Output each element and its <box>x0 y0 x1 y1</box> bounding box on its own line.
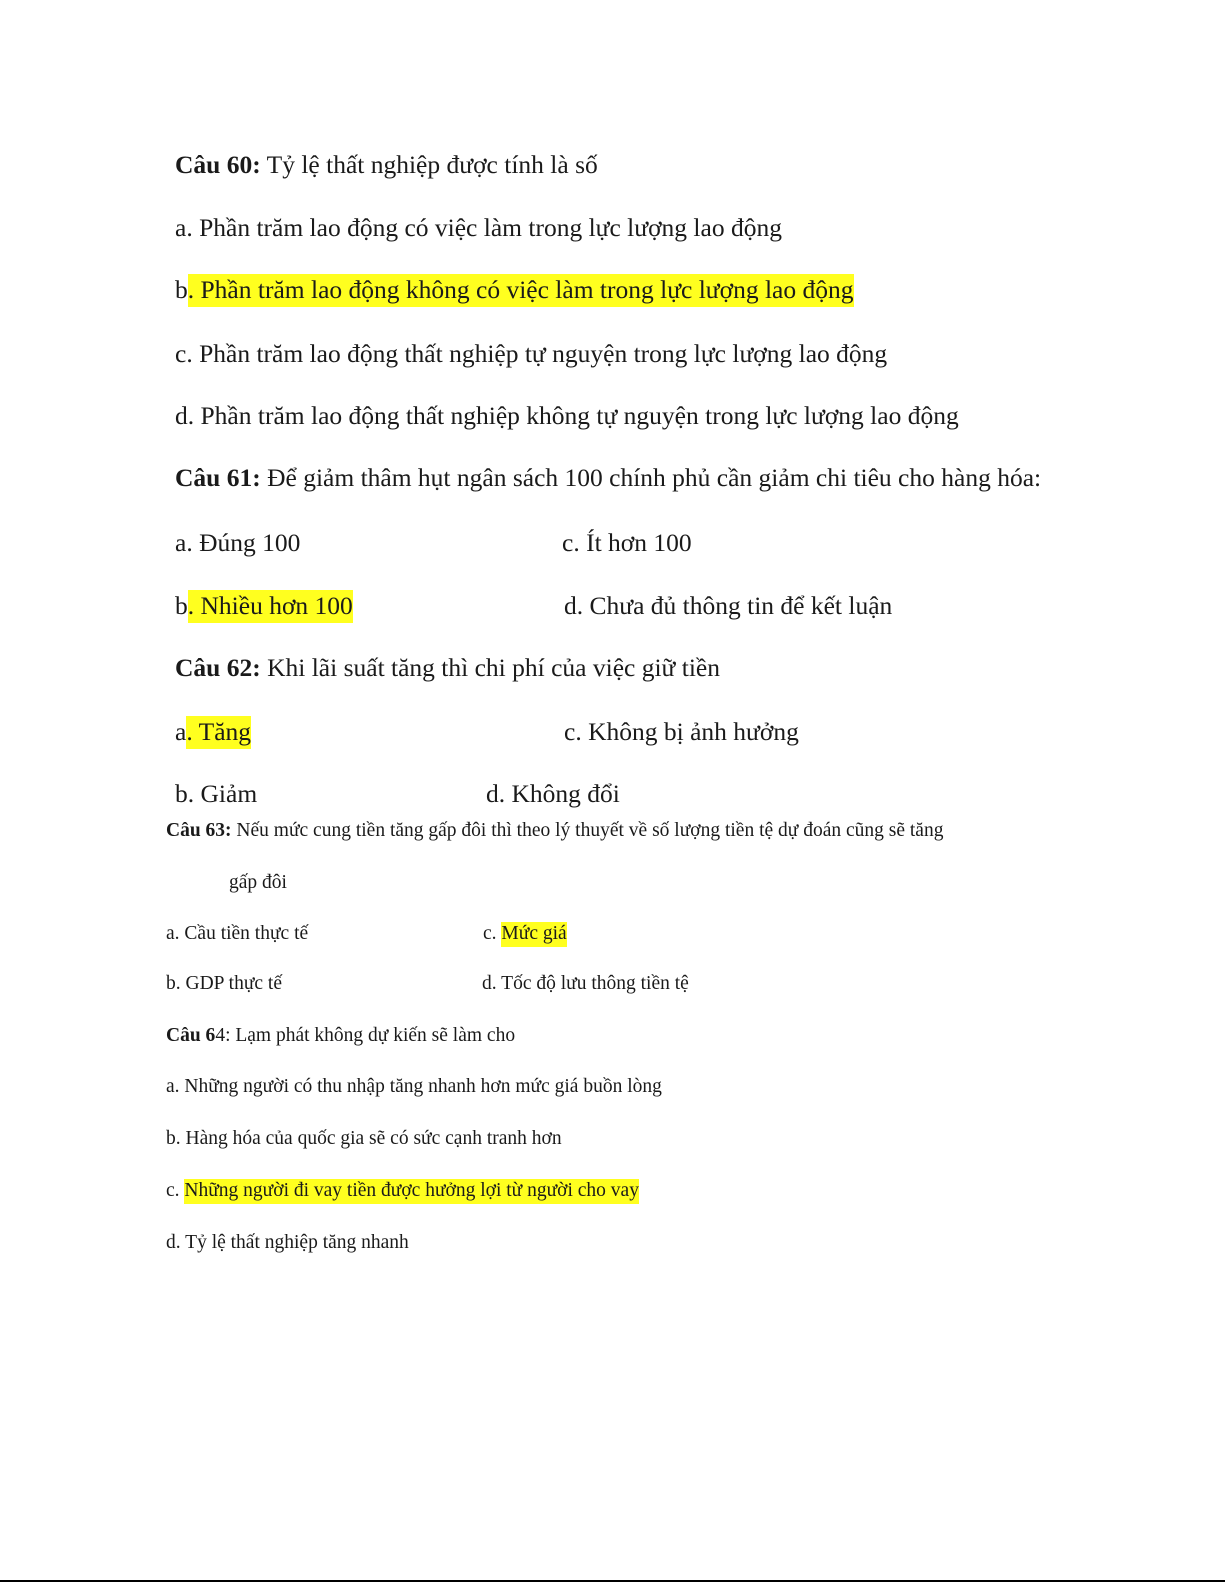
option-prefix: a <box>175 717 187 746</box>
question-64 <box>166 1026 515 1046</box>
option-prefix: c. <box>166 1180 185 1201</box>
option-62-d <box>486 781 620 807</box>
question-60 <box>175 152 598 178</box>
question-text: Để giảm thâm hụt ngân sách 100 chính phủ cần giảm chi tiêu cho hàng hóa: <box>260 463 1042 492</box>
highlighted-answer: . Tăng <box>186 716 251 749</box>
option-text: Cầu tiền thực tế <box>184 923 309 944</box>
option-prefix: c. <box>483 923 502 944</box>
question-63-continuation: gấp đôi <box>229 872 287 893</box>
option-text: Phần trăm lao động thất nghiệp tự nguyện trong lực lượng lao động <box>199 339 888 368</box>
question-61 <box>175 465 1041 491</box>
question-label: Câu 60: <box>175 150 261 179</box>
question-label-rest: 4 <box>215 1025 226 1046</box>
option-prefix: a. <box>166 1076 185 1097</box>
option-text: Tốc độ lưu thông tiền tệ <box>501 973 689 994</box>
option-prefix: d. <box>175 401 201 430</box>
option-60-c <box>175 341 887 367</box>
option-prefix: b. <box>166 973 186 994</box>
highlighted-answer: . Nhiều hơn 100 <box>188 590 353 623</box>
question-text: : Lạm phát không dự kiến sẽ làm cho <box>225 1025 516 1046</box>
option-prefix: b <box>175 275 188 304</box>
option-63-b <box>166 974 282 994</box>
option-61-b <box>175 593 353 619</box>
option-62-a <box>175 719 251 745</box>
option-prefix: d. <box>166 1232 186 1253</box>
highlighted-answer: . Phần trăm lao động không có việc làm trong lực lượng lao động <box>188 274 854 307</box>
question-text: Khi lãi suất tăng thì chi phí của việc giữ tiền <box>260 653 720 682</box>
option-text: Tỷ lệ thất nghiệp tăng nhanh <box>185 1232 409 1253</box>
option-61-c <box>562 530 692 556</box>
option-text: Đúng 100 <box>199 528 301 557</box>
option-63-d <box>482 974 689 994</box>
question-text: Nếu mức cung tiền tăng gấp đôi thì theo lý thuyết về số lượng tiền tệ dự đoán cũng sẽ tăng <box>231 820 944 841</box>
option-62-c <box>564 719 799 745</box>
option-prefix: c. <box>564 717 589 746</box>
option-prefix: b. <box>175 779 201 808</box>
option-64-d <box>166 1233 409 1253</box>
option-text: Ít hơn 100 <box>586 528 692 557</box>
option-text: Không đổi <box>511 779 620 808</box>
option-text: Giảm <box>200 779 258 808</box>
option-prefix: d. <box>564 591 590 620</box>
option-prefix: c. <box>562 528 587 557</box>
option-61-d <box>564 593 892 619</box>
option-text: Phần trăm lao động thất nghiệp không tự nguyện trong lực lượng lao động <box>200 401 959 430</box>
option-prefix: c. <box>175 339 200 368</box>
question-label: Câu 6 <box>166 1025 216 1046</box>
option-prefix: d. <box>482 973 502 994</box>
question-text: Tỷ lệ thất nghiệp được tính là số <box>260 150 598 179</box>
option-60-d <box>175 403 959 429</box>
option-text: GDP thực tế <box>185 973 283 994</box>
option-prefix: d. <box>486 779 512 808</box>
option-prefix: a. <box>175 528 200 557</box>
option-text: Hàng hóa của quốc gia sẽ có sức cạnh tranh hơn <box>185 1128 562 1149</box>
highlighted-answer: Mức giá <box>501 922 566 947</box>
option-61-a <box>175 530 300 556</box>
question-label: Câu 61: <box>175 463 261 492</box>
option-text: Không bị ảnh hưởng <box>588 717 799 746</box>
question-63 <box>166 821 943 841</box>
option-text: Phần trăm lao động có việc làm trong lực lượng lao động <box>199 213 782 242</box>
option-prefix: b. <box>166 1128 186 1149</box>
option-64-b <box>166 1129 562 1149</box>
option-64-c <box>166 1181 639 1201</box>
option-prefix: a. <box>175 213 200 242</box>
option-60-b <box>175 277 854 303</box>
question-label: Câu 63: <box>166 820 232 841</box>
option-60-a <box>175 215 782 241</box>
option-prefix: a. <box>166 923 185 944</box>
option-text: Chưa đủ thông tin để kết luận <box>589 591 893 620</box>
option-64-a <box>166 1077 662 1097</box>
question-62 <box>175 655 720 681</box>
option-text: Những người có thu nhập tăng nhanh hơn mức giá buồn lòng <box>184 1076 662 1097</box>
question-label: Câu 62: <box>175 653 261 682</box>
page-bottom-border <box>0 1580 1225 1582</box>
option-prefix: b <box>175 591 188 620</box>
option-62-b <box>175 781 257 807</box>
option-63-a <box>166 924 308 944</box>
highlighted-answer: Những người đi vay tiền được hưởng lợi từ người cho vay <box>184 1179 639 1204</box>
option-63-c <box>483 924 567 944</box>
